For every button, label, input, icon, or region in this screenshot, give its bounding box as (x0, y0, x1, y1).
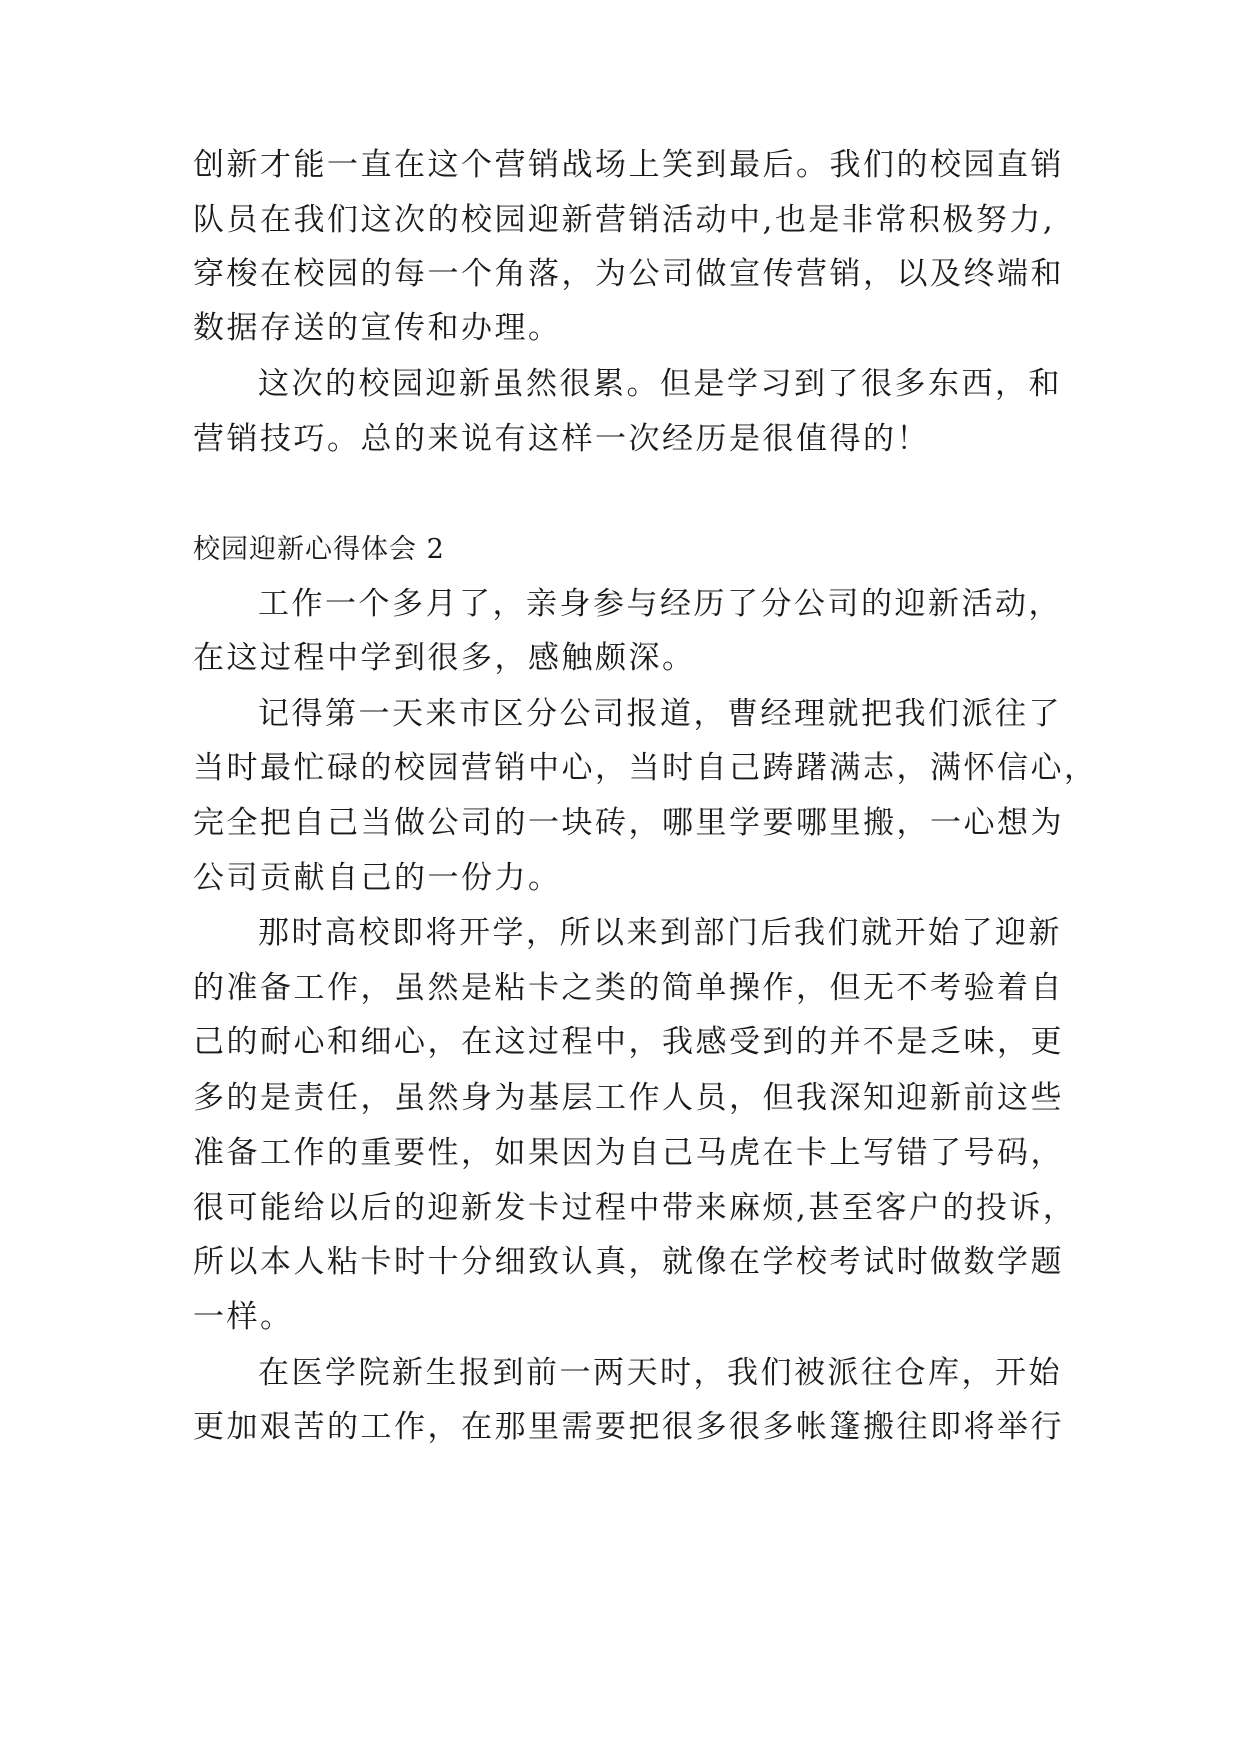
paragraph-line: 这次的校园迎新虽然很累。但是学习到了很多东西，和 (258, 366, 1062, 402)
paragraph-line: 当时最忙碌的校园营销中心，当时自己踌躇满志，满怀信心， (193, 750, 1098, 786)
paragraph-line: 很可能给以后的迎新发卡过程中带来麻烦,甚至客户的投诉， (193, 1190, 1077, 1226)
paragraph-line: 创新才能一直在这个营销战场上笑到最后。我们的校园直销 (193, 147, 1064, 183)
paragraph-line: 在这过程中学到很多，感触颇深。 (193, 640, 696, 676)
paragraph-line: 公司贡献自己的一份力。 (193, 860, 562, 896)
paragraph-line: 多的是责任，虽然身为基层工作人员，但我深知迎新前这些 (193, 1080, 1064, 1116)
paragraph-line: 完全把自己当做公司的一块砖，哪里学要哪里搬，一心想为 (193, 805, 1064, 841)
paragraph-line: 队员在我们这次的校园迎新营销活动中,也是非常积极努力, (193, 202, 1056, 238)
paragraph-line: 所以本人粘卡时十分细致认真，就像在学校考试时做数学题 (193, 1244, 1064, 1280)
paragraph-line: 的准备工作，虽然是粘卡之类的简单操作，但无不考验着自 (193, 970, 1064, 1006)
paragraph-line: 在医学院新生报到前一两天时，我们被派往仓库，开始 (258, 1355, 1062, 1391)
paragraph-line: 工作一个多月了，亲身参与经历了分公司的迎新活动， (258, 586, 1062, 622)
section-heading: 校园迎新心得体会 2 (193, 534, 445, 565)
paragraph-line: 那时高校即将开学，所以来到部门后我们就开始了迎新 (258, 915, 1062, 951)
paragraph-line: 数据存送的宣传和办理。 (193, 310, 562, 346)
paragraph-line: 准备工作的重要性，如果因为自己马虎在卡上写错了号码， (193, 1135, 1064, 1171)
paragraph-line: 更加艰苦的工作，在那里需要把很多很多帐篷搬往即将举行 (193, 1409, 1064, 1445)
paragraph-line: 穿梭在校园的每一个角落，为公司做宣传营销，以及终端和 (193, 256, 1064, 292)
paragraph-line: 营销技巧。总的来说有这样一次经历是很值得的！ (193, 421, 930, 457)
paragraph-line: 己的耐心和细心，在这过程中，我感受到的并不是乏味，更 (193, 1024, 1064, 1060)
paragraph-line: 记得第一天来市区分公司报道，曹经理就把我们派往了 (258, 696, 1062, 732)
paragraph-line: 一样。 (193, 1299, 294, 1335)
